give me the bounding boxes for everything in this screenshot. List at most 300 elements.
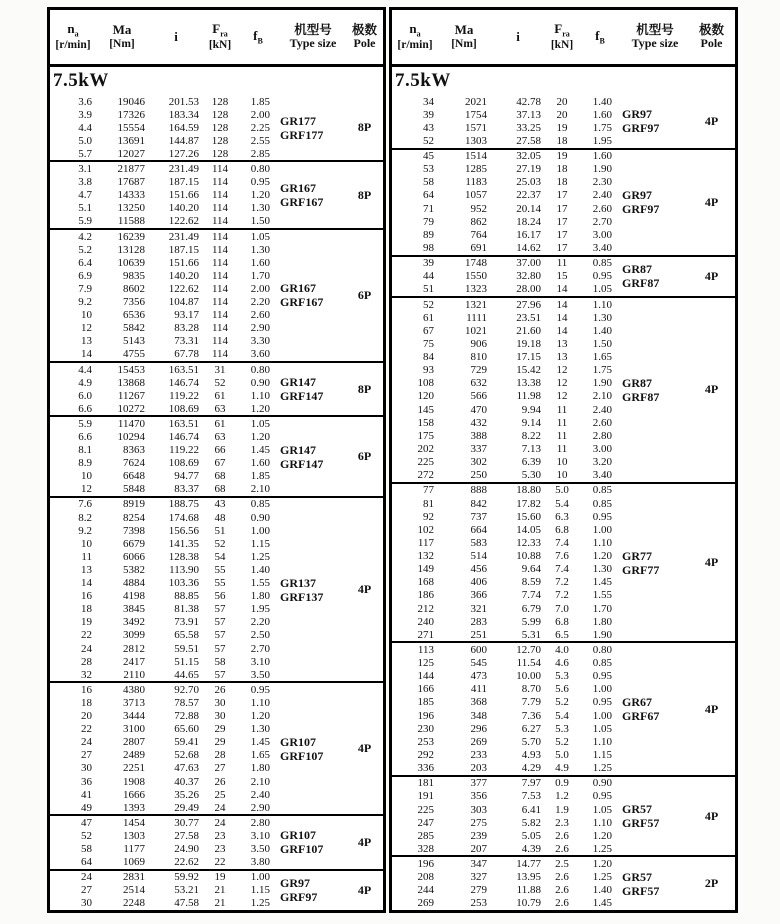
cell: 6.8 [555, 615, 569, 628]
cell: 764 [470, 228, 487, 241]
table-row [392, 442, 622, 455]
cell: 3.30 [250, 335, 270, 348]
cell: 127.26 [168, 147, 199, 160]
cell: 2.00 [250, 108, 270, 121]
cell: 1393 [123, 801, 145, 814]
type-size-line: GRF57 [622, 883, 660, 898]
cell: 456 [470, 563, 487, 576]
table-row [50, 563, 280, 576]
cell: 12027 [117, 147, 145, 160]
cell: 61 [423, 311, 434, 324]
cell: 3.9 [78, 108, 92, 121]
cell: 1.85 [250, 95, 270, 108]
cell: 1.25 [592, 871, 612, 884]
cell: 1.90 [592, 377, 612, 390]
type-size-label [280, 683, 346, 814]
cell: 7.4 [555, 563, 569, 576]
cell: 1748 [465, 257, 487, 270]
cell: 3.6 [78, 95, 92, 108]
cell: 11588 [117, 215, 145, 228]
cell: 1.55 [592, 589, 612, 602]
table-header [392, 10, 735, 67]
cell: 566 [470, 390, 487, 403]
block-values [392, 777, 622, 856]
cell: 600 [470, 643, 487, 656]
block-values [50, 417, 280, 496]
cell: 2.80 [592, 429, 612, 442]
cell: 1.80 [592, 615, 612, 628]
cell: 24.90 [174, 843, 199, 856]
cell: 5.82 [521, 816, 541, 829]
table-row [50, 762, 280, 775]
cell: 13868 [117, 376, 145, 389]
type-size-line: GR167 [280, 281, 316, 296]
cell: 25.03 [516, 176, 541, 189]
type-size-label [622, 257, 688, 296]
table-row [392, 455, 622, 468]
cell: 1.05 [592, 283, 612, 296]
cell: 14.62 [516, 241, 541, 254]
cell: 58 [423, 176, 434, 189]
cell: 2.55 [250, 134, 270, 147]
cell: 2.70 [592, 215, 612, 228]
cell: 1.60 [592, 150, 612, 163]
cell: 1.05 [592, 803, 612, 816]
cell: 2.60 [592, 202, 612, 215]
type-size-line: GR177 [280, 113, 316, 128]
table-row [50, 603, 280, 616]
cell: 5.05 [521, 829, 541, 842]
cell: 17 [556, 228, 568, 241]
cell: 114 [211, 176, 229, 189]
block-values [50, 498, 280, 681]
cell: 7.4 [555, 536, 569, 549]
table-row [50, 95, 280, 108]
cell: 3.00 [592, 442, 612, 455]
block-values [392, 298, 622, 482]
cell: 27 [214, 762, 226, 775]
header-col-torque: Ma [Nm] [451, 21, 477, 50]
table-row [50, 629, 280, 642]
cell: 114 [211, 202, 229, 215]
table-row [50, 550, 280, 563]
cell: 29 [214, 723, 226, 736]
cell: 93.17 [174, 309, 199, 322]
cell: 11.88 [516, 884, 541, 897]
cell: 321 [470, 602, 487, 615]
table-row [392, 790, 622, 803]
type-size-line: GRF97 [622, 121, 660, 136]
cell: 1.05 [592, 722, 612, 735]
cell: 366 [470, 589, 487, 602]
cell: 1754 [465, 108, 487, 121]
cell: 14333 [117, 189, 145, 202]
cell: 12.70 [516, 643, 541, 656]
cell: 12 [556, 390, 568, 403]
table-row [50, 749, 280, 762]
cell: 43 [214, 498, 226, 511]
cell: 1.05 [250, 230, 270, 243]
cell: 7.0 [555, 602, 569, 615]
cell: 22.37 [516, 189, 541, 202]
cell: 1.00 [592, 523, 612, 536]
type-size-label [280, 230, 346, 361]
table-row [50, 537, 280, 550]
cell: 10 [81, 537, 92, 550]
cell: 17326 [117, 108, 145, 121]
cell: 13 [556, 351, 568, 364]
header-col-speed: $n_a$ [r/min] [55, 21, 91, 51]
spec-block [392, 857, 735, 910]
power-rating-label: 7.5kW [395, 70, 451, 91]
table-row [50, 335, 280, 348]
table-row [50, 683, 280, 696]
cell: 13250 [117, 202, 145, 215]
cell: 12 [556, 377, 568, 390]
cell: 27.58 [174, 829, 199, 842]
cell: 57 [214, 642, 226, 655]
cell: 1.75 [592, 121, 612, 134]
cell: 0.95 [592, 670, 612, 683]
cell: 8.9 [78, 457, 92, 470]
table-row [392, 670, 622, 683]
cell: 842 [470, 497, 487, 510]
cell: 103.36 [168, 577, 199, 590]
cell: 0.80 [250, 163, 270, 176]
cell: 114 [211, 309, 229, 322]
cell: 347 [470, 858, 487, 871]
block-values [392, 484, 622, 642]
table-row [392, 497, 622, 510]
cell: 4.29 [521, 762, 541, 775]
table-row [50, 801, 280, 814]
cell: 271 [417, 628, 434, 641]
cell: 39 [423, 257, 434, 270]
cell: 1.55 [250, 577, 270, 590]
cell: 63 [214, 402, 226, 415]
cell: 113.90 [169, 563, 199, 576]
cell: 11 [556, 429, 568, 442]
cell: 3100 [123, 723, 145, 736]
cell: 0.95 [592, 270, 612, 283]
cell: 3713 [123, 696, 145, 709]
cell: 18 [556, 134, 568, 147]
header-col-pole: 极数 Pole [698, 22, 724, 51]
cell: 47.58 [174, 897, 199, 910]
cell: 14.05 [516, 523, 541, 536]
type-size-line: GR67 [622, 695, 652, 710]
cell: 5.30 [521, 469, 541, 482]
spec-block [50, 417, 383, 498]
cell: 10294 [117, 430, 145, 443]
cell: 2251 [123, 762, 145, 775]
cell: 19 [81, 616, 92, 629]
cell: 2.20 [250, 295, 270, 308]
cell: 1.25 [592, 842, 612, 855]
cell: 114 [211, 322, 229, 335]
header-col-type-size: 机型号 Type size [631, 22, 679, 51]
cell: 8.70 [521, 683, 541, 696]
table-row [50, 243, 280, 256]
cell: 20 [556, 95, 568, 108]
header-col-torque: Ma [Nm] [109, 21, 135, 50]
table-row [50, 856, 280, 869]
cell: 303 [470, 803, 487, 816]
cell: 1021 [465, 324, 487, 337]
table-row [50, 483, 280, 496]
cell: 8.1 [78, 444, 92, 457]
type-size-line: GR107 [280, 828, 316, 843]
block-values [392, 257, 622, 296]
cell: 55 [214, 563, 226, 576]
cell: 29.49 [174, 801, 199, 814]
table-row [392, 709, 622, 722]
cell: 388 [470, 429, 487, 442]
block-values [50, 363, 280, 415]
cell: 3444 [123, 710, 145, 723]
type-size-label [280, 498, 346, 681]
pole-label: 4P [704, 194, 719, 209]
cell: 3.10 [250, 655, 270, 668]
header-col-service-factor: $f_B$ [595, 27, 605, 46]
type-size-line: GRF67 [622, 709, 660, 724]
cell: 61 [214, 417, 226, 430]
table-row [50, 842, 280, 855]
cell: 275 [470, 816, 487, 829]
table-row [392, 615, 622, 628]
table-row [392, 657, 622, 670]
cell: 1550 [465, 270, 487, 283]
cell: 25 [214, 788, 226, 801]
cell: 1.45 [592, 576, 612, 589]
type-size-line: GRF147 [280, 456, 324, 471]
cell: 1.90 [592, 628, 612, 641]
header-col-service-factor: $f_B$ [253, 27, 263, 46]
cell: 2.3 [555, 816, 569, 829]
cell: 54 [214, 550, 226, 563]
cell: 144.87 [168, 134, 199, 147]
cell: 2248 [123, 897, 145, 910]
table-row [50, 376, 280, 389]
pole-label: 4P [357, 741, 372, 756]
pole-label: 4P [704, 382, 719, 397]
cell: 6.39 [521, 456, 541, 469]
pole-label: 4P [357, 882, 372, 897]
cell: 810 [470, 351, 487, 364]
cell: 113 [417, 643, 434, 656]
cell: 368 [470, 696, 487, 709]
cell: 1.60 [592, 108, 612, 121]
cell: 4755 [123, 348, 145, 361]
table-row [50, 871, 280, 884]
cell: 1908 [123, 775, 145, 788]
cell: 233 [470, 748, 487, 761]
cell: 348 [470, 709, 487, 722]
cell: 1.45 [592, 897, 612, 910]
cell: 8919 [123, 498, 145, 511]
cell: 1.10 [592, 536, 612, 549]
cell: 24 [81, 736, 92, 749]
table-row [392, 390, 622, 403]
table-row [50, 295, 280, 308]
cell: 2831 [123, 871, 145, 884]
header-col-ratio: i [174, 28, 178, 44]
cell: 14 [556, 298, 568, 311]
table-row [392, 150, 622, 163]
cell: 51 [423, 283, 434, 296]
cell: 2.20 [250, 616, 270, 629]
cell: 1.20 [592, 829, 612, 842]
cell: 52 [81, 829, 92, 842]
cell: 67 [214, 457, 226, 470]
table-row [392, 377, 622, 390]
cell: 59.92 [174, 871, 199, 884]
cell: 32.05 [516, 150, 541, 163]
cell: 44 [423, 270, 434, 283]
table-row [50, 723, 280, 736]
table-row [50, 430, 280, 443]
cell: 1.30 [250, 202, 270, 215]
cell: 30.77 [174, 816, 199, 829]
table-row [392, 536, 622, 549]
cell: 6.27 [521, 722, 541, 735]
cell: 0.80 [250, 363, 270, 376]
type-size-line: GR97 [622, 188, 652, 203]
table-row [50, 710, 280, 723]
pole-label: 8P [357, 120, 372, 135]
cell: 1.15 [250, 884, 270, 897]
cell: 3.60 [250, 348, 270, 361]
table-row [50, 162, 280, 175]
cell: 12 [556, 364, 568, 377]
cell: 28 [81, 655, 92, 668]
cell: 7.13 [521, 442, 541, 455]
table-row [392, 857, 622, 870]
cell: 285 [417, 829, 434, 842]
cell: 4.4 [78, 121, 92, 134]
cell: 27.96 [516, 298, 541, 311]
cell: 11 [81, 550, 92, 563]
cell: 27 [81, 884, 92, 897]
cell: 51 [214, 524, 226, 537]
cell: 14 [81, 348, 92, 361]
table-row [50, 696, 280, 709]
cell: 174.68 [168, 511, 199, 524]
spec-block [50, 683, 383, 816]
cell: 17 [556, 189, 568, 202]
cell: 11 [556, 403, 568, 416]
cell: 40.37 [174, 775, 199, 788]
cell: 10 [81, 309, 92, 322]
cell: 35.26 [174, 788, 199, 801]
cell: 21 [214, 897, 226, 910]
cell: 114 [211, 163, 229, 176]
type-size-line: GRF87 [622, 389, 660, 404]
cell: 146.74 [168, 430, 199, 443]
cell: 1.90 [592, 163, 612, 176]
cell: 56 [214, 590, 226, 603]
cell: 1057 [465, 189, 487, 202]
cell: 2.25 [250, 121, 270, 134]
cell: 7.53 [521, 790, 541, 803]
cell: 24 [214, 801, 226, 814]
cell: 166 [417, 683, 434, 696]
type-size-line: GRF167 [280, 195, 324, 210]
cell: 27.58 [516, 134, 541, 147]
block-values [50, 816, 280, 868]
spec-block [392, 298, 735, 484]
cell: 57 [214, 603, 226, 616]
cell: 79 [423, 215, 434, 228]
cell: 37.13 [516, 108, 541, 121]
table-row [392, 816, 622, 829]
table-row [50, 189, 280, 202]
cell: 17.82 [516, 497, 541, 510]
type-size-label [622, 777, 688, 856]
cell: 1.70 [250, 269, 270, 282]
cell: 3.50 [250, 668, 270, 681]
cell: 164.59 [168, 121, 199, 134]
cell: 356 [470, 790, 487, 803]
cell: 1.10 [250, 389, 270, 402]
spec-block [392, 257, 735, 298]
cell: 156.56 [168, 524, 199, 537]
power-rating-label: 7.5kW [53, 70, 109, 91]
cell: 212 [417, 602, 434, 615]
cell: 1.75 [592, 364, 612, 377]
cell: 2.5 [555, 858, 569, 871]
cell: 0.85 [250, 498, 270, 511]
cell: 5.9 [78, 215, 92, 228]
table-row [50, 108, 280, 121]
cell: 68 [214, 483, 226, 496]
cell: 37.00 [516, 257, 541, 270]
cell: 98 [423, 241, 434, 254]
cell: 4.0 [555, 643, 569, 656]
cell: 283 [470, 615, 487, 628]
cell: 175 [417, 429, 434, 442]
cell: 13691 [117, 134, 145, 147]
cell: 2.80 [250, 816, 270, 829]
cell: 71 [423, 202, 434, 215]
table-row [50, 256, 280, 269]
pole-label: 4P [357, 834, 372, 849]
cell: 5.0 [78, 134, 92, 147]
cell: 279 [470, 884, 487, 897]
table-row [392, 643, 622, 656]
cell: 3.20 [592, 456, 612, 469]
table-row [50, 215, 280, 228]
cell: 1303 [123, 829, 145, 842]
cell: 13 [81, 563, 92, 576]
cell: 64 [81, 856, 92, 869]
cell: 19 [556, 150, 568, 163]
cell: 3492 [123, 616, 145, 629]
cell: 11.98 [516, 390, 541, 403]
cell: 1.10 [250, 696, 270, 709]
cell: 2.10 [250, 483, 270, 496]
cell: 43 [423, 121, 434, 134]
cell: 2.00 [250, 282, 270, 295]
cell: 149 [417, 563, 434, 576]
cell: 10272 [117, 402, 145, 415]
cell: 7.97 [521, 777, 541, 790]
type-size-line: GRF87 [622, 276, 660, 291]
cell: 244 [417, 884, 434, 897]
cell: 23 [214, 829, 226, 842]
cell: 33.25 [516, 121, 541, 134]
cell: 906 [470, 337, 487, 350]
